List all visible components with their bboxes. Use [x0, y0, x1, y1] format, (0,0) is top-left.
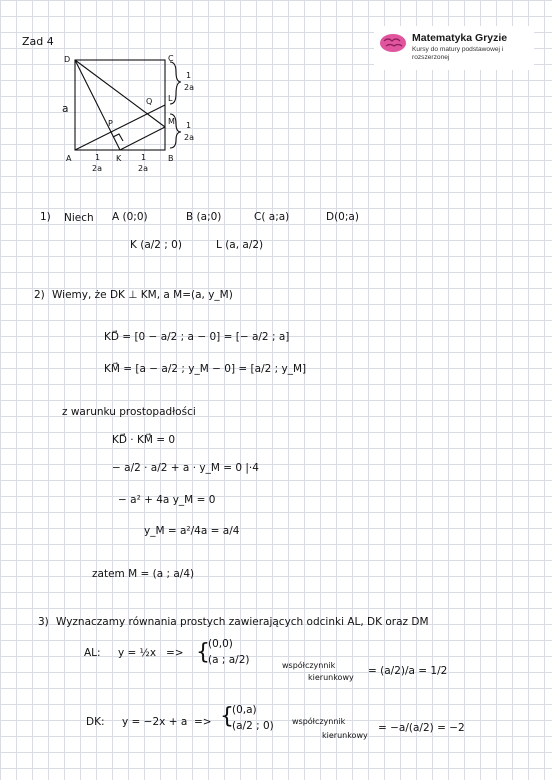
brand-subtitle: Kursy do matury podstawowej i rozszerzonej: [412, 46, 504, 61]
step2-number: 2): [34, 289, 45, 301]
ak-den: 2a: [92, 164, 102, 173]
result-m: zatem M = (a ; a/4): [92, 568, 195, 580]
step2-text: Wiemy, że DK ⊥ KM, a M=(a, y_M): [52, 289, 233, 301]
al-coef-label-2: kierunkowy: [308, 673, 354, 682]
dk-coef-label-1: współczynnik: [292, 717, 346, 726]
dk-point-1: (0,a): [232, 704, 257, 716]
point-a: A (0;0): [112, 211, 148, 223]
al-coef-label-1: współczynnik: [282, 661, 336, 670]
brace1-den: 2a: [184, 83, 194, 92]
brace2-num: 1: [186, 121, 192, 130]
point-d: D(0;a): [326, 211, 359, 223]
vertex-q: Q: [146, 97, 153, 106]
step1-text: Niech: [64, 212, 94, 224]
step1-number: 1): [40, 211, 51, 223]
perpendicular-condition: z warunku prostopadłości: [62, 406, 196, 418]
brace-dk: {: [220, 704, 234, 729]
vertex-c: C: [168, 54, 174, 63]
vertex-m: M: [168, 117, 175, 126]
point-b: B (a;0): [186, 211, 222, 223]
al-point-1: (0,0): [208, 638, 233, 650]
dk-coef-label-2: kierunkowy: [322, 731, 368, 740]
dk-slope: = −a/(a/2) = −2: [378, 722, 465, 734]
equation-expanded: − a/2 · a/2 + a · y_M = 0 |·4: [112, 462, 259, 474]
line-dk-label: DK:: [86, 716, 105, 728]
implies-arrow-al: =>: [166, 647, 184, 659]
segment-dm: [75, 60, 165, 127]
vector-kd: KD⃗ = [0 − a/2 ; a − 0] = [− a/2 ; a]: [104, 331, 290, 343]
dk-point-2: (a/2 ; 0): [232, 720, 274, 732]
brace-al: {: [196, 640, 210, 665]
segment-al: [75, 105, 165, 150]
step3-number: 3): [38, 616, 49, 628]
vertex-d: D: [64, 55, 71, 64]
al-slope: = (a/2)/a = 1/2: [368, 665, 448, 677]
step3-text: Wyznaczamy równania prostych zawierających odcinki AL, DK oraz DM: [56, 616, 429, 628]
line-al-equation: y = ½x: [118, 647, 157, 659]
brand-title: Matematyka Gryzie: [412, 32, 508, 44]
line-al-label: AL:: [84, 647, 101, 659]
equation-simplified: − a² + 4a y_M = 0: [118, 494, 216, 506]
task-heading: Zad 4: [22, 35, 54, 48]
side-label-a: a: [62, 103, 69, 115]
brace2-den: 2a: [184, 133, 194, 142]
kb-num: 1: [141, 153, 147, 162]
implies-arrow-dk: =>: [194, 716, 212, 728]
point-c: C( a;a): [254, 211, 290, 223]
vertex-b: B: [168, 154, 174, 163]
equation-dot-product: KD⃗ · KM⃗ = 0: [112, 434, 176, 446]
equation-ym: y_M = a²/4a = a/4: [144, 525, 240, 537]
vertex-p: P: [108, 119, 113, 128]
al-point-2: (a ; a/2): [208, 654, 250, 666]
vertex-k: K: [116, 154, 122, 163]
vertex-a: A: [66, 154, 72, 163]
segment-km: [120, 127, 165, 150]
point-k: K (a/2 ; 0): [130, 239, 182, 251]
line-dk-equation: y = −2x + a: [122, 716, 188, 728]
ak-num: 1: [95, 153, 101, 162]
kb-den: 2a: [138, 164, 148, 173]
vertex-l: L: [168, 94, 173, 103]
point-l: L (a, a/2): [216, 239, 264, 251]
vector-km: KM⃗ = [a − a/2 ; y_M − 0] = [a/2 ; y_M]: [104, 363, 307, 375]
brace1-num: 1: [186, 71, 192, 80]
